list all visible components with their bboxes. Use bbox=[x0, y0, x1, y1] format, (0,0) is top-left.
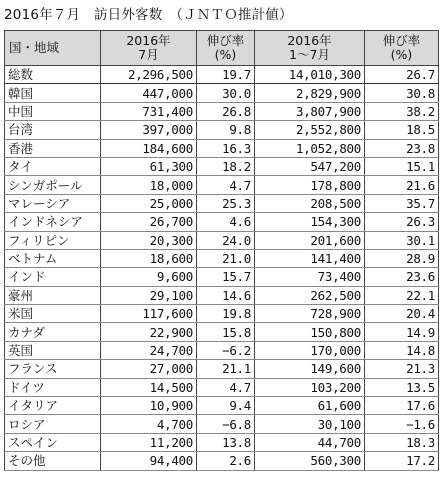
ytd-growth-cell: 21.3 bbox=[365, 360, 439, 378]
july-growth-cell: 15.8 bbox=[197, 323, 255, 341]
july-growth-cell: 18.2 bbox=[197, 157, 255, 175]
july-visitors-cell: 447,000 bbox=[101, 84, 197, 102]
july-growth-cell: 19.7 bbox=[197, 66, 255, 84]
table-body bbox=[5, 66, 439, 471]
country-cell: フランス bbox=[5, 360, 101, 378]
july-growth-cell: 9.4 bbox=[197, 397, 255, 415]
ytd-growth-cell: 26.3 bbox=[365, 213, 439, 231]
ytd-growth-cell: 17.6 bbox=[365, 397, 439, 415]
ytd-growth-cell: 21.6 bbox=[365, 176, 439, 194]
ytd-visitors-cell: 2,552,800 bbox=[255, 121, 365, 139]
ytd-visitors-cell: 73,400 bbox=[255, 268, 365, 286]
country-cell: 総数 bbox=[5, 66, 101, 84]
july-visitors-cell: 24,700 bbox=[101, 341, 197, 359]
country-cell: 香港 bbox=[5, 139, 101, 157]
visitor-statistics-table bbox=[4, 30, 439, 471]
table-row bbox=[5, 305, 439, 323]
ytd-growth-cell: 23.6 bbox=[365, 268, 439, 286]
country-cell: 中国 bbox=[5, 102, 101, 120]
july-visitors-cell: 61,300 bbox=[101, 157, 197, 175]
ytd-growth-cell: 26.7 bbox=[365, 66, 439, 84]
ytd-visitors-cell: 103,200 bbox=[255, 378, 365, 396]
july-visitors-cell: 26,700 bbox=[101, 213, 197, 231]
july-visitors-cell: 20,300 bbox=[101, 231, 197, 249]
july-visitors-cell: 4,700 bbox=[101, 415, 197, 433]
july-growth-cell: 4.7 bbox=[197, 378, 255, 396]
july-growth-cell: 9.8 bbox=[197, 121, 255, 139]
ytd-growth-cell: 13.5 bbox=[365, 378, 439, 396]
july-growth-cell: 25.3 bbox=[197, 194, 255, 212]
table-row bbox=[5, 397, 439, 415]
table-row bbox=[5, 268, 439, 286]
ytd-growth-cell: 23.8 bbox=[365, 139, 439, 157]
july-visitors-cell: 397,000 bbox=[101, 121, 197, 139]
ytd-visitors-cell: 154,300 bbox=[255, 213, 365, 231]
table-row bbox=[5, 452, 439, 470]
july-growth-cell: 26.8 bbox=[197, 102, 255, 120]
ytd-growth-cell: 17.2 bbox=[365, 452, 439, 470]
ytd-visitors-cell: 547,200 bbox=[255, 157, 365, 175]
july-growth-cell: 24.0 bbox=[197, 231, 255, 249]
ytd-visitors-cell: 560,300 bbox=[255, 452, 365, 470]
header-july-line1: 2016年 bbox=[126, 33, 171, 48]
header-july-line2: 7月 bbox=[138, 47, 159, 62]
table-row bbox=[5, 433, 439, 451]
country-cell: ロシア bbox=[5, 415, 101, 433]
ytd-visitors-cell: 208,500 bbox=[255, 194, 365, 212]
header-ytd-line2: 1～7月 bbox=[289, 47, 330, 62]
ytd-visitors-cell: 1,052,800 bbox=[255, 139, 365, 157]
table-row bbox=[5, 157, 439, 175]
ytd-growth-cell: 14.9 bbox=[365, 323, 439, 341]
july-visitors-cell: 18,600 bbox=[101, 249, 197, 267]
ytd-growth-cell: 30.1 bbox=[365, 231, 439, 249]
ytd-visitors-cell: 150,800 bbox=[255, 323, 365, 341]
july-growth-cell: 21.0 bbox=[197, 249, 255, 267]
table-row bbox=[5, 194, 439, 212]
table-row bbox=[5, 360, 439, 378]
ytd-visitors-cell: 3,807,900 bbox=[255, 102, 365, 120]
country-cell: シンガポール bbox=[5, 176, 101, 194]
country-cell: イタリア bbox=[5, 397, 101, 415]
july-visitors-cell: 10,900 bbox=[101, 397, 197, 415]
table-row bbox=[5, 139, 439, 157]
table-row bbox=[5, 121, 439, 139]
july-visitors-cell: 29,100 bbox=[101, 286, 197, 304]
ytd-growth-cell: 38.2 bbox=[365, 102, 439, 120]
july-growth-cell: 14.6 bbox=[197, 286, 255, 304]
country-cell: ドイツ bbox=[5, 378, 101, 396]
july-visitors-cell: 18,000 bbox=[101, 176, 197, 194]
ytd-visitors-cell: 30,100 bbox=[255, 415, 365, 433]
july-visitors-cell: 11,200 bbox=[101, 433, 197, 451]
july-growth-cell: 15.7 bbox=[197, 268, 255, 286]
table-row bbox=[5, 286, 439, 304]
country-cell: ベトナム bbox=[5, 249, 101, 267]
table-row bbox=[5, 249, 439, 267]
table-header bbox=[5, 31, 439, 66]
header-july-growth-line2: (%) bbox=[214, 47, 237, 62]
ytd-visitors-cell: 14,010,300 bbox=[255, 66, 365, 84]
ytd-growth-cell: 15.1 bbox=[365, 157, 439, 175]
country-cell: フィリピン bbox=[5, 231, 101, 249]
country-cell: カナダ bbox=[5, 323, 101, 341]
country-cell: 英国 bbox=[5, 341, 101, 359]
country-cell: スペイン bbox=[5, 433, 101, 451]
ytd-visitors-cell: 262,500 bbox=[255, 286, 365, 304]
july-visitors-cell: 22,900 bbox=[101, 323, 197, 341]
ytd-visitors-cell: 201,600 bbox=[255, 231, 365, 249]
header-ytd-growth-line1: 伸び率 bbox=[382, 33, 421, 48]
july-visitors-cell: 117,600 bbox=[101, 305, 197, 323]
ytd-visitors-cell: 728,900 bbox=[255, 305, 365, 323]
july-growth-cell: 4.7 bbox=[197, 176, 255, 194]
table-row bbox=[5, 341, 439, 359]
table-row bbox=[5, 84, 439, 102]
header-ytd bbox=[255, 31, 365, 66]
july-growth-cell: 19.8 bbox=[197, 305, 255, 323]
header-ytd-growth-line2: (%) bbox=[390, 47, 413, 62]
header-ytd-line1: 2016年 bbox=[287, 33, 332, 48]
ytd-growth-cell: 35.7 bbox=[365, 194, 439, 212]
country-cell: インド bbox=[5, 268, 101, 286]
header-row bbox=[5, 31, 439, 66]
country-cell: その他 bbox=[5, 452, 101, 470]
table-row bbox=[5, 176, 439, 194]
ytd-visitors-cell: 61,600 bbox=[255, 397, 365, 415]
header-country: 国・地域 bbox=[5, 31, 101, 66]
ytd-growth-cell: 18.5 bbox=[365, 121, 439, 139]
ytd-growth-cell: 22.1 bbox=[365, 286, 439, 304]
country-cell: 米国 bbox=[5, 305, 101, 323]
country-cell: マレーシア bbox=[5, 194, 101, 212]
table-row bbox=[5, 102, 439, 120]
ytd-visitors-cell: 44,700 bbox=[255, 433, 365, 451]
table-row bbox=[5, 231, 439, 249]
july-visitors-cell: 94,400 bbox=[101, 452, 197, 470]
july-visitors-cell: 731,400 bbox=[101, 102, 197, 120]
july-growth-cell: 30.0 bbox=[197, 84, 255, 102]
july-growth-cell: 21.1 bbox=[197, 360, 255, 378]
july-visitors-cell: 184,600 bbox=[101, 139, 197, 157]
ytd-visitors-cell: 178,800 bbox=[255, 176, 365, 194]
july-visitors-cell: 2,296,500 bbox=[101, 66, 197, 84]
ytd-growth-cell: −1.6 bbox=[365, 415, 439, 433]
ytd-growth-cell: 18.3 bbox=[365, 433, 439, 451]
july-visitors-cell: 25,000 bbox=[101, 194, 197, 212]
country-cell: 台湾 bbox=[5, 121, 101, 139]
ytd-growth-cell: 28.9 bbox=[365, 249, 439, 267]
july-growth-cell: −6.8 bbox=[197, 415, 255, 433]
table-row bbox=[5, 213, 439, 231]
ytd-visitors-cell: 149,600 bbox=[255, 360, 365, 378]
country-cell: 韓国 bbox=[5, 84, 101, 102]
july-growth-cell: 4.6 bbox=[197, 213, 255, 231]
country-cell: タイ bbox=[5, 157, 101, 175]
header-july-growth-line1: 伸び率 bbox=[206, 33, 245, 48]
table-title: 2016年７月 訪日外客数 （ＪＮＴＯ推計値） bbox=[4, 7, 293, 23]
header-july bbox=[101, 31, 197, 66]
header-ytd-growth bbox=[365, 31, 439, 66]
july-visitors-cell: 9,600 bbox=[101, 268, 197, 286]
table-row bbox=[5, 378, 439, 396]
ytd-growth-cell: 30.8 bbox=[365, 84, 439, 102]
july-growth-cell: 2.6 bbox=[197, 452, 255, 470]
ytd-visitors-cell: 170,000 bbox=[255, 341, 365, 359]
table-row bbox=[5, 323, 439, 341]
ytd-visitors-cell: 141,400 bbox=[255, 249, 365, 267]
july-growth-cell: 13.8 bbox=[197, 433, 255, 451]
table-row bbox=[5, 66, 439, 84]
july-visitors-cell: 14,500 bbox=[101, 378, 197, 396]
header-july-growth bbox=[197, 31, 255, 66]
ytd-growth-cell: 14.8 bbox=[365, 341, 439, 359]
july-visitors-cell: 27,000 bbox=[101, 360, 197, 378]
ytd-growth-cell: 20.4 bbox=[365, 305, 439, 323]
table-row bbox=[5, 415, 439, 433]
country-cell: 豪州 bbox=[5, 286, 101, 304]
july-growth-cell: 16.3 bbox=[197, 139, 255, 157]
country-cell: インドネシア bbox=[5, 213, 101, 231]
july-growth-cell: −6.2 bbox=[197, 341, 255, 359]
ytd-visitors-cell: 2,829,900 bbox=[255, 84, 365, 102]
